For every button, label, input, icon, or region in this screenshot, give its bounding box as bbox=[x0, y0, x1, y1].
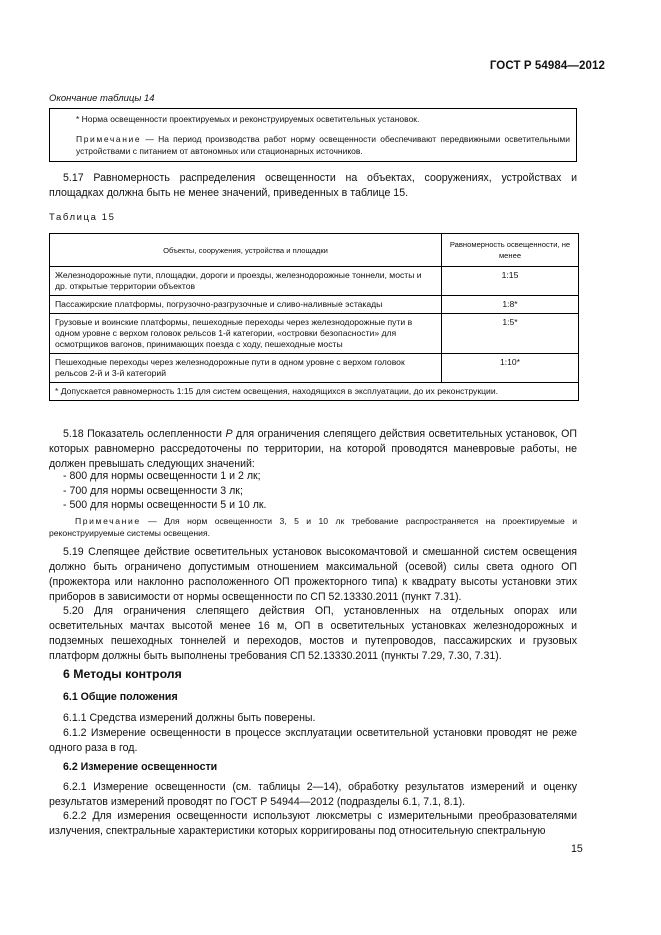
table15-title: Таблица 15 bbox=[49, 212, 116, 223]
table-row bbox=[50, 296, 579, 314]
table-cell-value: 1:10* bbox=[442, 354, 579, 383]
list-item: - 800 для нормы освещенности 1 и 2 лк; bbox=[63, 470, 261, 482]
table-cell-value: 1:8* bbox=[442, 296, 579, 314]
paragraph-6-1-1: 6.1.1 Средства измерений должны быть поверены. bbox=[63, 712, 316, 724]
paragraph-5-19: 5.19 Слепящее действие осветительных установок высокомачтовой и смешанной систем освещения должно быть ограничено допустимым отношением максимальной (осевой) силы света одного ОП (прожектора или наклонно расположенного ОП прожекторного типа) к квадрату высоты установки этих приборов в зависимости от нормы освещенности по СП 52.13330.2011 (пункт 7.31). bbox=[49, 546, 577, 603]
table-header-objects: Объекты, сооружения, устройства и площадки bbox=[50, 234, 442, 267]
p518-text: для ограничения слепящего действия осветительных установок, ОП которых равномерно рассредоточены по территории, на которой проводятся маневровые работы, не должен превышать следующих значений: bbox=[49, 428, 577, 470]
table-header-row bbox=[50, 234, 579, 267]
paragraph-6-1-2: 6.1.2 Измерение освещенности в процессе эксплуатации осветительной установки проводят не реже одного раза в год. bbox=[49, 727, 577, 754]
table15-footnote: * Допускается равномерность 1:15 для систем освещения, находящихся в эксплуатации, до их реконструкции. bbox=[50, 383, 579, 401]
paragraph-5-18 bbox=[49, 427, 577, 472]
p518-note bbox=[49, 515, 577, 539]
table-row bbox=[50, 267, 579, 296]
note-text: — На период производства работ норму освещенности обеспечивают передвижными осветительными устройствами с питанием от автономных или стационарных источников. bbox=[76, 134, 570, 156]
section-6-title: 6 Методы контроля bbox=[63, 667, 182, 681]
table-cell-object: Пассажирские платформы, погрузочно-разгрузочные и сливо-наливные эстакады bbox=[50, 296, 442, 314]
paragraph-6-2-1: 6.2.1 Измерение освещенности (см. таблицы 2—14), обработку результатов измерений и оценку результатов измерений проводят по ГОСТ Р 54944—2012 (подразделы 6.1, 7.1, 8.1). bbox=[49, 781, 577, 808]
page-number: 15 bbox=[571, 843, 583, 855]
list-item: - 500 для нормы освещенности 5 и 10 лк. bbox=[63, 499, 267, 511]
table-cell-value: 1:15 bbox=[442, 267, 579, 296]
table14-end-caption: Окончание таблицы 14 bbox=[49, 93, 155, 104]
table-cell-object: Пешеходные переходы через железнодорожные пути в одном уровне с верхом головок рельсов 2-й и 3-й категорий bbox=[50, 354, 442, 383]
subsection-6-2-title: 6.2 Измерение освещенности bbox=[63, 761, 218, 773]
p518-num: 5.18 Показатель ослепленности bbox=[63, 428, 226, 440]
table14-footnote: * Норма освещенности проектируемых и реконструируемых осветительных установок. bbox=[76, 114, 420, 124]
limits-list bbox=[63, 469, 266, 513]
subsection-6-1-title: 6.1 Общие положения bbox=[63, 691, 178, 703]
table-row bbox=[50, 314, 579, 354]
table14-note bbox=[76, 133, 570, 157]
table-cell-object: Грузовые и воинские платформы, пешеходные переходы через железнодорожные пути в одном уровне с верхом головок рельсов 1-й категории, «островки безопасности» для осмотрщиков вагонов, принимающих поезда с ходу, пешеходные мосты bbox=[50, 314, 442, 354]
document-code: ГОСТ Р 54984—2012 bbox=[489, 60, 605, 72]
note-label: Примечание bbox=[75, 516, 141, 526]
table-row bbox=[50, 354, 579, 383]
table14-notes-box bbox=[49, 108, 577, 162]
p518-variable: Р bbox=[225, 428, 233, 440]
paragraph-5-17: 5.17 Равномерность распределения освещенности на объектах, сооружениях, устройствах и площадках должна быть не менее значений, приведенных в таблице 15. bbox=[49, 172, 577, 199]
table-footnote-row bbox=[50, 383, 579, 401]
list-item: - 700 для нормы освещенности 3 лк; bbox=[63, 484, 243, 497]
note-label: Примечание bbox=[76, 134, 142, 144]
table-15 bbox=[49, 233, 579, 401]
table-cell-object: Железнодорожные пути, площадки, дороги и проезды, железнодорожные тоннели, мосты и др. открытые территории объектов bbox=[50, 267, 442, 296]
paragraph-6-2-2: 6.2.2 Для измерения освещенности используют люксметры с измерительными преобразователями излучения, спектральные характеристики которых корригированы под относительную спектральную bbox=[49, 810, 577, 837]
table-header-uniformity: Равномерность освещенности, не менее bbox=[442, 234, 579, 267]
table-cell-value: 1:5* bbox=[442, 314, 579, 354]
paragraph-5-20: 5.20 Для ограничения слепящего действия ОП, установленных на отдельных опорах или осветительных мачтах высотой менее 16 м, ОП в осветительных установках железнодорожных и подземных пешеходных тоннелей и переходов, мостов и путепроводов, пассажирских и грузовых платформ должны быть выполнены требования СП 52.13330.2011 (пункты 7.29, 7.30, 7.31). bbox=[49, 605, 577, 662]
note-text: — Для норм освещенности 3, 5 и 10 лк требование распространяется на проектируемые и реконструируемые системы освещения. bbox=[49, 516, 577, 538]
